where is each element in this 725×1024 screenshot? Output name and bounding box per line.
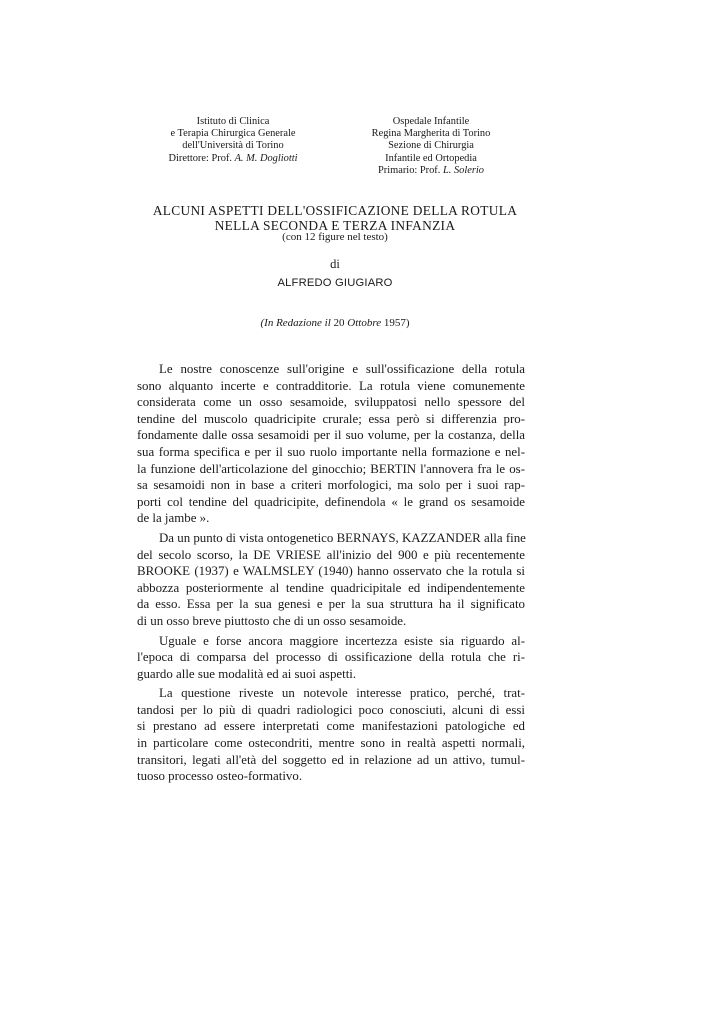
director-name: A. M. Dogliotti [234,152,298,164]
text-line: porti col tendine del quadricipite, definendola « le grand os sesamoide [137,494,525,509]
text-line: si prestano ad essere interpretati come manifestazioni patologiche ed [137,719,525,734]
affiliation-left [150,116,316,165]
text-line: del secolo scorso, la DE VRIESE all'inizio del 900 e più recentemente [137,547,525,562]
affiliation-left-line: e Terapia Chirurgica Generale [170,128,296,140]
text-line: BROOKE (1937) e WALMSLEY (1940) hanno osservato che la rotula si [137,564,525,579]
title-line-1: ALCUNI ASPETTI DELL'OSSIFICAZIONE DELLA ROTULA [152,203,518,218]
affiliation-right-primario [356,165,506,177]
text-line: la funzione dell'articolazione del ginocchio; BERTIN l'annovera fra le os- [137,461,525,476]
text-line: sa sesamoidi non in base a criteri morfologici, ma solo per i suoi rap- [137,478,525,493]
affiliation-right-line: Ospedale Infantile [392,116,470,127]
title-line-2: NELLA SECONDA E TERZA INFANZIA [214,218,456,233]
text-line: sua forma specifica e per il suo ruolo importante nella formazione e nel- [137,444,525,459]
director-prefix: Direttore: Prof. [168,152,235,164]
body-text [137,361,525,785]
byline-di: di [330,257,340,271]
text-line: tuoso processo osteo-formativo. [137,769,303,784]
affiliation-right [356,116,506,177]
affiliation-right-line: Regina Margherita di Torino [371,128,491,140]
text-line: di un osso breve piuttosto che di un osso sesamoide. [137,613,407,628]
paragraph-3 [137,633,525,683]
affiliation-left-line: dell'Università di Torino [182,140,284,152]
text-line: abbozza posteriormente al tendine quadricipitale ed indipendentemente [137,580,525,595]
author-name: ALFREDO GIUGIARO [277,277,393,289]
affiliation-right-line: Infantile ed Ortopedia [385,152,477,164]
redazione-month: Ottobre [344,317,384,329]
text-line: Uguale e forse ancora maggiore incertezza esiste sia riguardo al- [159,633,525,648]
text-line: in particolare come ostecondriti, mentre sono in realtà aspetti normali, [137,736,525,751]
text-line: fondamente dalle ossa sesamoidi per il suo volume, per la costanza, della [137,428,525,443]
text-line: Le nostre conoscenze sull'origine e sull'ossificazione della rotula [159,362,525,376]
text-line: de la jambe ». [137,511,210,526]
text-line: da esso. Essa per la sua genesi e per la sua struttura ha il significato [137,597,525,612]
text-line: Da un punto di vista ontogenetico BERNAYS, KAZZANDER alla fine [159,530,526,545]
paper-title [130,203,540,233]
affiliation-left-line: Istituto di Clinica [196,116,270,127]
text-line: La questione riveste un notevole interesse pratico, perché, trat- [159,686,525,701]
paragraph-4 [137,685,525,785]
affiliation-right-line: Sezione di Chirurgia [388,140,474,152]
text-line: l'epoca di comparsa del processo di ossificazione della rotula che ri- [137,650,525,665]
paragraph-2 [137,530,525,630]
affiliation-left-director [150,153,316,165]
text-line: sono alquanto incerte e contradditorie. La rotula viene comunemente [137,378,525,393]
paper-subtitle: (con 12 figure nel testo) [282,231,388,243]
text-line: tandosi per lo più di quadri radiologici poco conosciuti, alcuni di essi [137,702,525,717]
redazione-note [130,317,540,329]
redazione-day: 20 [333,317,345,329]
primario-name: L. Solerio [442,164,484,176]
primario-prefix: Primario: Prof. [378,164,443,176]
text-line: considerata come un osso sesamoide, sviluppatosi nello spessore del [137,395,525,410]
text-line: tendine del muscolo quadricipite crurale; essa però si differenzia pro- [137,411,525,426]
paragraph-1 [137,361,525,527]
redazione-year: 1957) [383,317,410,329]
redazione-text: (In Redazione il [260,317,334,329]
text-line: guardo alle sue modalità ed ai suoi aspetti. [137,666,357,681]
text-line: transitori, legati all'età del soggetto ed in relazione ad un attivo, tumul- [137,752,525,767]
